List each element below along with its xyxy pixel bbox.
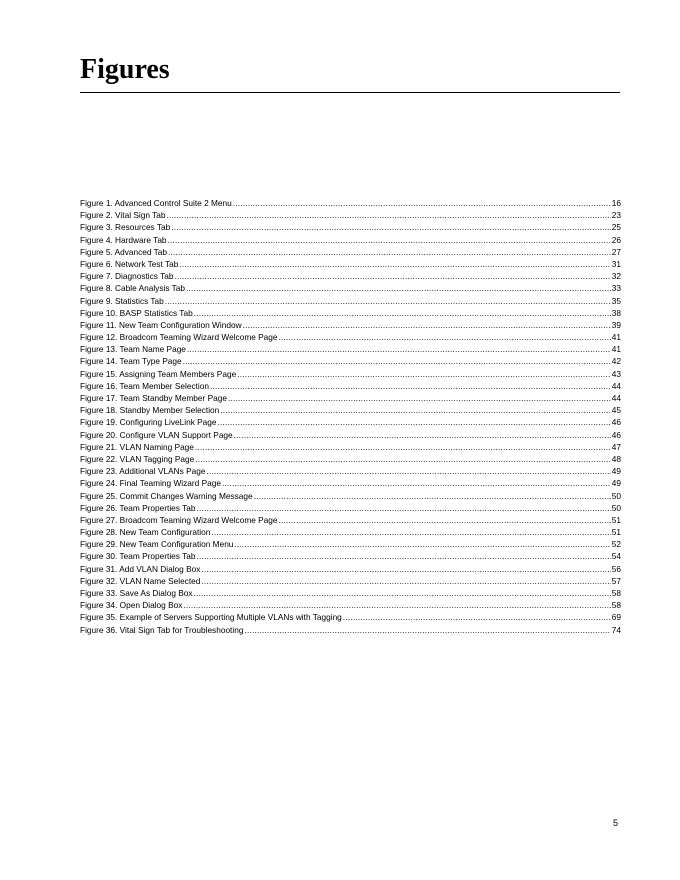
toc-entry[interactable] (80, 331, 621, 343)
dot-leader (168, 246, 611, 258)
toc-entry-label: Figure 8. Cable Analysis Tab (80, 283, 185, 294)
toc-entry-page-number: 50 (611, 490, 621, 501)
toc-entry-page-number: 16 (611, 198, 621, 208)
toc-entry-page-number: 56 (611, 563, 621, 574)
toc-entry[interactable] (80, 526, 621, 538)
toc-entry-page-number: 54 (611, 551, 621, 562)
toc-entry-page-number: 35 (611, 295, 621, 306)
toc-entry[interactable] (80, 550, 621, 562)
toc-entry-label: Figure 5. Advanced Tab (80, 246, 168, 257)
toc-entry-page-number: 49 (611, 466, 621, 477)
toc-entry-label: Figure 17. Team Standby Member Page (80, 393, 227, 403)
toc-entry-label: Figure 3. Resources Tab (80, 222, 171, 233)
dot-leader (186, 282, 611, 294)
toc-entry-label: Figure 30. Team Properties Tab (80, 551, 196, 562)
dot-leader (194, 307, 611, 319)
toc-entry-label: Figure 19. Configuring LiveLink Page (80, 417, 217, 428)
toc-entry-page-number: 32 (611, 271, 621, 282)
toc-entry-label: Figure 26. Team Properties Tab (80, 502, 196, 513)
toc-entry-page-number: 26 (611, 234, 621, 245)
toc-entry-label: Figure 25. Commit Changes Warning Message (80, 490, 253, 501)
toc-entry[interactable] (80, 477, 621, 489)
dot-leader (218, 416, 611, 428)
dot-leader (171, 221, 611, 233)
toc-entry[interactable] (80, 380, 621, 392)
toc-entry-label: Figure 2. Vital Sign Tab (80, 210, 166, 221)
toc-entry-page-number: 39 (611, 319, 621, 330)
toc-entry[interactable] (80, 246, 621, 258)
dot-leader (195, 453, 611, 465)
toc-entry[interactable] (80, 404, 621, 416)
toc-entry[interactable] (80, 514, 621, 526)
toc-entry-page-number: 58 (611, 600, 621, 611)
toc-entry-page-number: 51 (611, 514, 621, 525)
toc-entry[interactable] (80, 234, 621, 246)
toc-entry[interactable] (80, 465, 621, 477)
toc-entry[interactable] (80, 307, 621, 319)
toc-entry-label: Figure 6. Network Test Tab (80, 258, 179, 269)
toc-entry[interactable] (80, 453, 621, 465)
toc-entry-label: Figure 33. Save As Dialog Box (80, 588, 193, 598)
toc-entry-label: Figure 10. BASP Statistics Tab (80, 307, 193, 318)
dot-leader (194, 587, 611, 599)
dot-leader (179, 258, 610, 270)
dot-leader (254, 490, 611, 502)
toc-entry[interactable] (80, 197, 621, 209)
toc-entry[interactable] (80, 368, 621, 380)
toc-entry-label: Figure 34. Open Dialog Box (80, 600, 183, 611)
toc-entry-page-number: 41 (611, 344, 621, 355)
page-title: Figures (80, 54, 170, 85)
toc-entry-label: Figure 23. Additional VLANs Page (80, 466, 206, 477)
toc-entry-label: Figure 15. Assigning Team Members Page (80, 368, 237, 379)
dot-leader (210, 380, 611, 392)
dot-leader (279, 331, 611, 343)
toc-entry-page-number: 46 (611, 429, 621, 440)
dot-leader (195, 441, 611, 453)
toc-entry-page-number: 43 (611, 368, 621, 379)
toc-entry-label: Figure 12. Broadcom Teaming Wizard Welcome Page (80, 332, 278, 343)
toc-entry[interactable] (80, 490, 621, 502)
page-number: 5 (612, 818, 618, 828)
toc-entry-page-number: 44 (611, 380, 621, 391)
toc-entry-page-number: 31 (611, 258, 621, 269)
toc-entry[interactable] (80, 392, 621, 404)
toc-entry[interactable] (80, 416, 621, 428)
toc-entry-label: Figure 32. VLAN Name Selected (80, 575, 201, 586)
toc-entry[interactable] (80, 538, 621, 550)
dot-leader (196, 502, 610, 514)
toc-entry[interactable] (80, 563, 621, 575)
toc-entry-page-number: 47 (611, 441, 621, 452)
title-divider (80, 92, 620, 93)
dot-leader (234, 429, 611, 441)
toc-entry-page-number: 69 (611, 612, 621, 623)
dot-leader (222, 477, 611, 489)
dot-leader (183, 599, 610, 611)
dot-leader (206, 465, 610, 477)
toc-entry[interactable] (80, 355, 621, 367)
dot-leader (233, 197, 611, 209)
toc-entry-label: Figure 29. New Team Configuration Menu (80, 539, 234, 550)
toc-entry[interactable] (80, 343, 621, 355)
toc-entry[interactable] (80, 258, 621, 270)
toc-entry-label: Figure 35. Example of Servers Supporting Multiple VLANs with Tagging (80, 612, 342, 623)
dot-leader (187, 343, 611, 355)
toc-entry-page-number: 23 (611, 210, 621, 221)
toc-entry[interactable] (80, 319, 621, 331)
toc-entry-page-number: 33 (611, 283, 621, 294)
toc-entry-label: Figure 16. Team Member Selection (80, 380, 209, 391)
toc-entry[interactable] (80, 587, 621, 599)
toc-entry-page-number: 51 (611, 527, 621, 538)
dot-leader (228, 392, 611, 404)
toc-entry-page-number: 49 (611, 478, 621, 489)
dot-leader (279, 514, 611, 526)
toc-entry[interactable] (80, 599, 621, 611)
toc-entry-label: Figure 31. Add VLAN Dialog Box (80, 563, 201, 574)
toc-entry[interactable] (80, 575, 621, 587)
toc-entry-page-number: 52 (611, 539, 621, 550)
toc-entry-page-number: 38 (611, 307, 621, 318)
toc-entry[interactable] (80, 295, 621, 307)
toc-entry[interactable] (80, 429, 621, 441)
dot-leader (244, 624, 610, 636)
toc-entry[interactable] (80, 441, 621, 453)
toc-entry-page-number: 48 (611, 453, 621, 464)
toc-entry-label: Figure 36. Vital Sign Tab for Troubleshooting (80, 624, 244, 635)
toc-entry-page-number: 46 (611, 417, 621, 428)
toc-entry-page-number: 42 (611, 356, 621, 367)
toc-entry-page-number: 27 (611, 246, 621, 257)
toc-entry-page-number: 44 (611, 393, 621, 403)
dot-leader (220, 404, 610, 416)
dot-leader (183, 355, 611, 367)
toc-entry-label: Figure 9. Statistics Tab (80, 295, 164, 306)
toc-entry-page-number: 25 (611, 222, 621, 233)
toc-entry-page-number: 45 (611, 405, 621, 416)
dot-leader (237, 368, 611, 380)
toc-entry-label: Figure 24. Final Teaming Wizard Page (80, 478, 221, 489)
toc-entry-label: Figure 1. Advanced Control Suite 2 Menu (80, 198, 232, 208)
dot-leader (174, 270, 610, 282)
dot-leader (211, 526, 610, 538)
dot-leader (234, 538, 610, 550)
dot-leader (243, 319, 611, 331)
toc-entry-label: Figure 22. VLAN Tagging Page (80, 453, 195, 464)
toc-entry-page-number: 57 (611, 575, 621, 586)
list-of-figures (80, 197, 621, 636)
toc-entry[interactable] (80, 270, 621, 282)
dot-leader (166, 209, 610, 221)
toc-entry-label: Figure 20. Configure VLAN Support Page (80, 429, 233, 440)
toc-entry[interactable] (80, 282, 621, 294)
dot-leader (168, 234, 611, 246)
toc-entry[interactable] (80, 611, 621, 623)
toc-entry[interactable] (80, 209, 621, 221)
dot-leader (201, 563, 610, 575)
toc-entry-label: Figure 13. Team Name Page (80, 344, 186, 355)
toc-entry[interactable] (80, 221, 621, 233)
toc-entry-label: Figure 11. New Team Configuration Window (80, 319, 242, 330)
toc-entry-label: Figure 7. Diagnostics Tab (80, 271, 174, 282)
toc-entry-page-number: 74 (611, 624, 621, 635)
toc-entry-label: Figure 18. Standby Member Selection (80, 405, 220, 416)
dot-leader (196, 550, 610, 562)
toc-entry-label: Figure 14. Team Type Page (80, 356, 182, 367)
dot-leader (343, 611, 611, 623)
toc-entry[interactable] (80, 502, 621, 514)
toc-entry-page-number: 41 (611, 332, 621, 343)
toc-entry-page-number: 50 (611, 502, 621, 513)
dot-leader (201, 575, 610, 587)
toc-entry[interactable] (80, 624, 621, 636)
dot-leader (165, 295, 611, 307)
toc-entry-label: Figure 28. New Team Configuration (80, 527, 211, 538)
toc-entry-label: Figure 21. VLAN Naming Page (80, 441, 194, 452)
toc-entry-label: Figure 27. Broadcom Teaming Wizard Welcome Page (80, 514, 278, 525)
toc-entry-page-number: 58 (611, 588, 621, 598)
toc-entry-label: Figure 4. Hardware Tab (80, 234, 167, 245)
